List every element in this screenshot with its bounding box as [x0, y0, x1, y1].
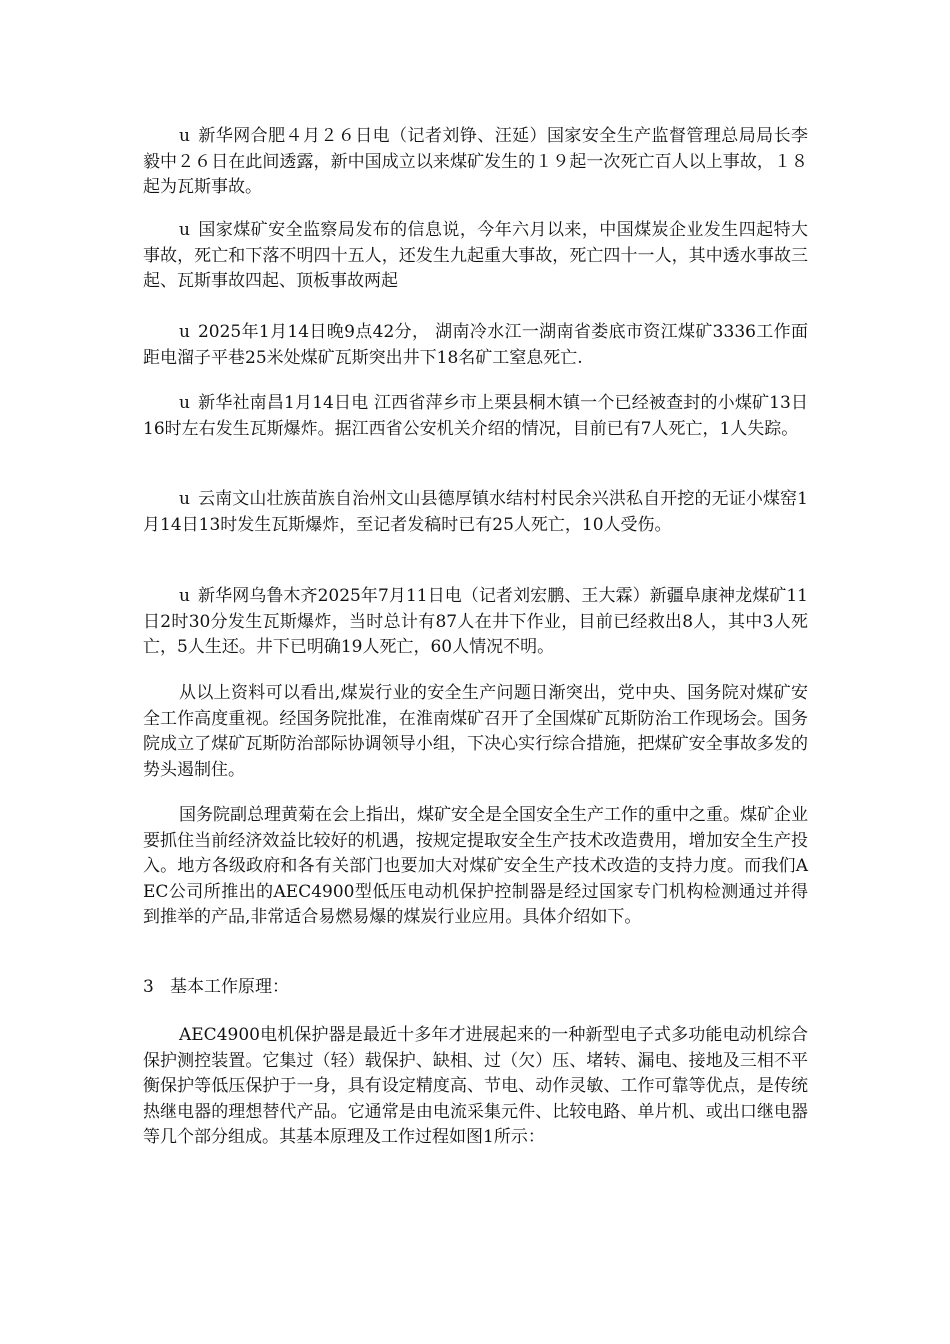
- bullet-marker: u: [179, 322, 190, 342]
- paragraph-hunan-accident: [143, 320, 808, 371]
- section-heading: [143, 975, 808, 1001]
- bullet-marker: u: [179, 220, 190, 240]
- paragraph-text: 从以上资料可以看出,煤炭行业的安全生产问题日渐突出，党中央、国务院对煤矿安全工作高度重视。经国务院批准，在淮南煤矿召开了全国煤矿瓦斯防治工作现场会。国务院成立了煤矿瓦斯防治部际协调领导小组，下决心实行综合措施，把煤矿安全事故多发的势头遏制住。: [143, 683, 808, 780]
- bullet-marker: u: [179, 393, 190, 413]
- paragraph-text: 2025年1月14日晚9点42分， 湖南冷水江一湖南省娄底市资江煤矿3336工作面距电溜子平巷25米处煤矿瓦斯突出井下18名矿工窒息死亡.: [143, 322, 808, 368]
- section-number: 3: [143, 977, 154, 997]
- paragraph-safety-bureau: [143, 218, 808, 295]
- paragraph-text: AEC4900电机保护器是最近十多年才进展起来的一种新型电子式多功能电动机综合保护测控装置。它集过（轻）载保护、缺相、过（欠）压、堵转、漏电、接地及三相不平衡保护等低压保护于一身，具有设定精度高、节电、动作灵敏、工作可靠等优点，是传统热继电器的理想替代产品。它通常是由电流采集元件、比较电路、单片机、或出口继电器等几个部分组成。其基本原理及工作过程如图1所示：: [143, 1025, 808, 1147]
- paragraph-text: 国务院副总理黄菊在会上指出，煤矿安全是全国安全生产工作的重中之重。煤矿企业要抓住当前经济效益比较好的机遇，按规定提取安全生产技术改造费用，增加安全生产投入。地方各级政府和各有关部门也要加大对煤矿安全生产技术改造的支持力度。而我们AEC公司所推出的AEC4900型低压电动机保护控制器是经过国家专门机构检测通过并得到推举的产品,非常适合易燃易爆的煤炭行业应用。具体介绍如下。: [143, 805, 808, 927]
- paragraph-vice-premier: [143, 803, 808, 931]
- paragraph-text: 云南文山壮族苗族自治州文山县德厚镇水结村村民余兴洪私自开挖的无证小煤窑1月14日13时发生瓦斯爆炸，至记者发稿时已有25人死亡，10人受伤。: [143, 489, 808, 535]
- bullet-marker: u: [179, 489, 190, 509]
- paragraph-yunnan-accident: [143, 487, 808, 538]
- paragraph-working-principle: [143, 1023, 808, 1151]
- paragraph-xinjiang-accident: [143, 584, 808, 661]
- paragraph-text: 新华网乌鲁木齐2025年7月11日电（记者刘宏鹏、王大霖）新疆阜康神龙煤矿11日2时30分发生瓦斯爆炸，当时总计有87人在井下作业，目前已经救出8人，其中3人死亡，5人生还。井下已明确19人死亡，60人情况不明。: [143, 586, 808, 657]
- paragraph-text: 国家煤矿安全监察局发布的信息说，今年六月以来，中国煤炭企业发生四起特大事故，死亡和下落不明四十五人，还发生九起重大事故，死亡四十一人，其中透水事故三起、瓦斯事故四起、顶板事故两起: [143, 220, 808, 291]
- paragraph-jiangxi-accident: [143, 391, 808, 442]
- paragraph-summary: [143, 681, 808, 783]
- paragraph-text: 新华社南昌1月14日电 江西省萍乡市上栗县桐木镇一个已经被查封的小煤矿13日16时左右发生瓦斯爆炸。据江西省公安机关介绍的情况，目前已有7人死亡，1人失踪。: [143, 393, 808, 439]
- paragraph-text: 新华网合肥４月２６日电（记者刘铮、汪延）国家安全生产监督管理总局局长李毅中２６日在此间透露，新中国成立以来煤矿发生的１９起一次死亡百人以上事故，１８起为瓦斯事故。: [143, 126, 808, 197]
- bullet-marker: u: [179, 126, 190, 146]
- section-title: 基本工作原理：: [170, 977, 290, 997]
- paragraph-hefei-report: [143, 124, 808, 201]
- bullet-marker: u: [179, 586, 190, 606]
